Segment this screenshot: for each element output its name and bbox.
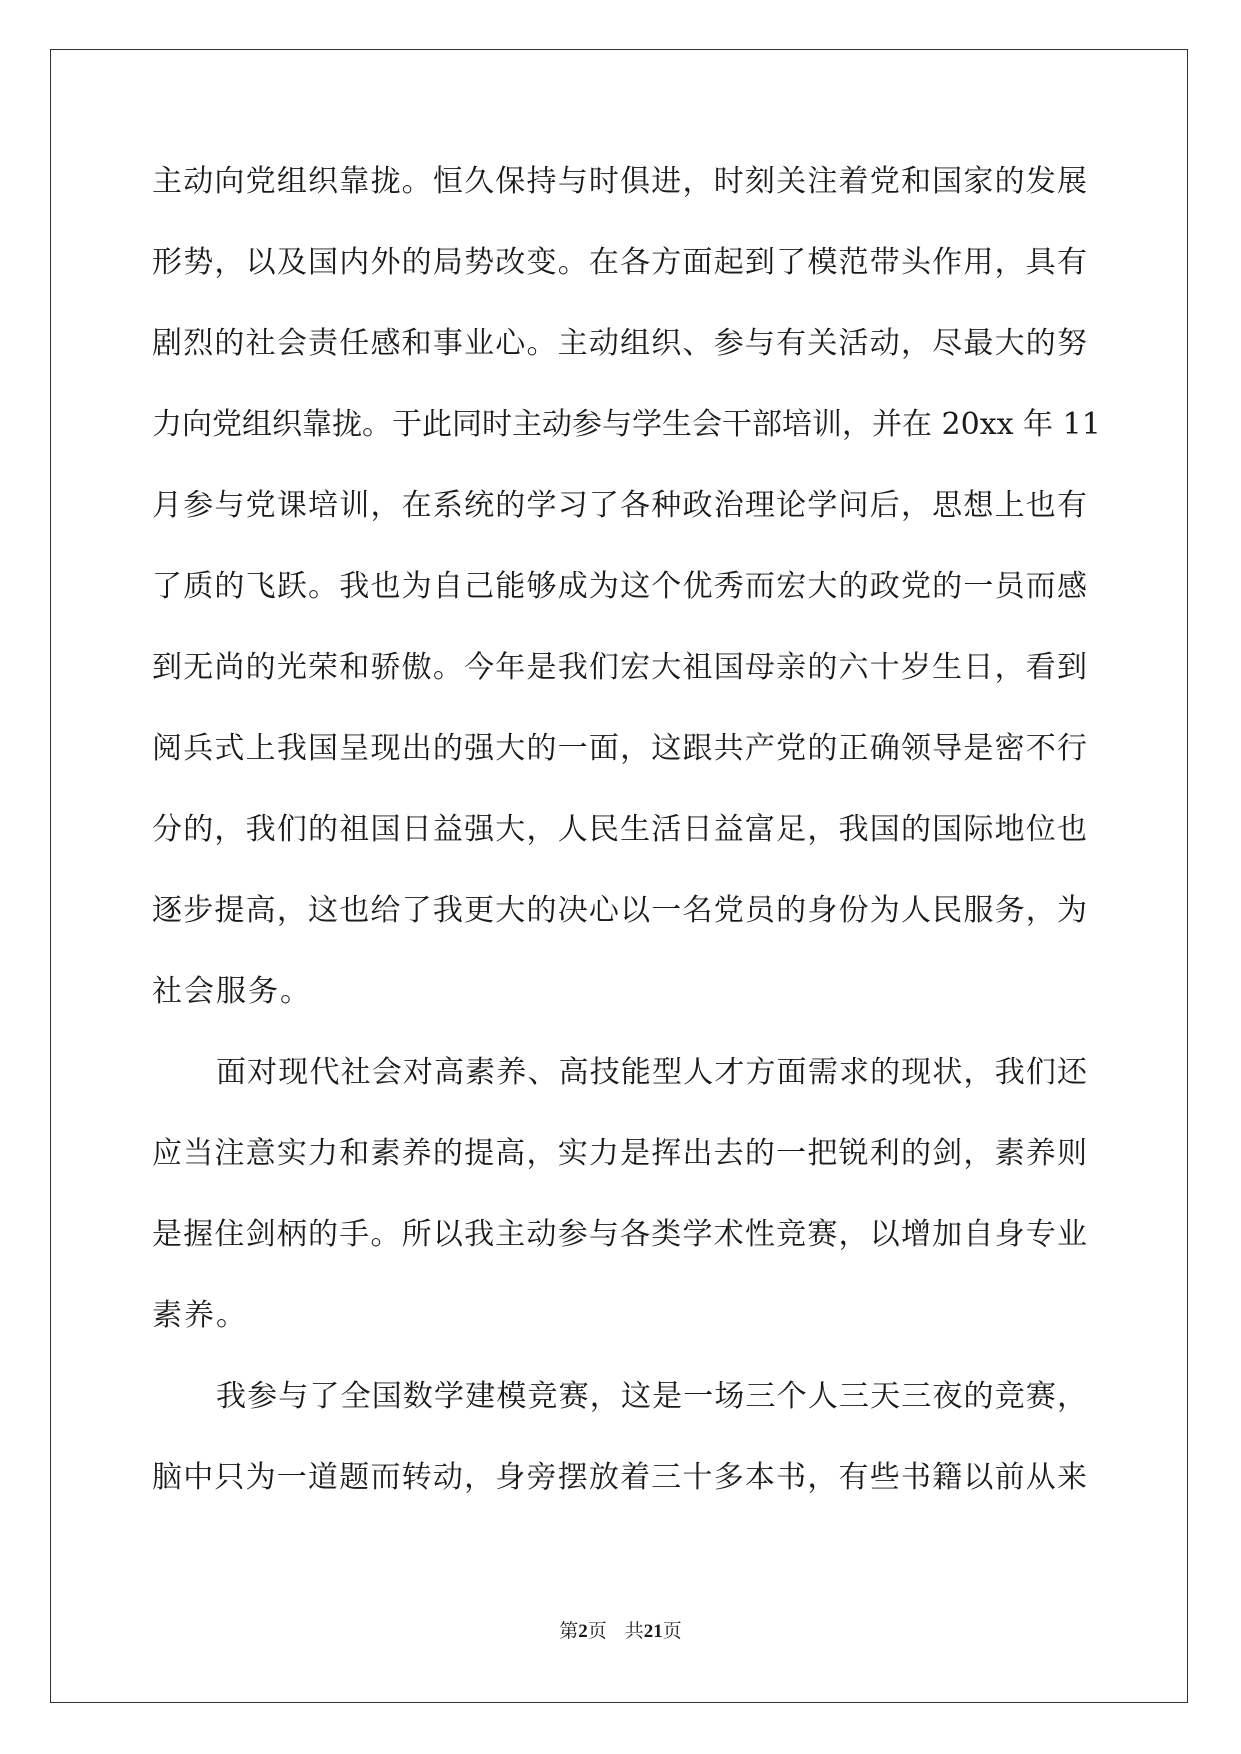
text-line: 社会服务。 (152, 974, 312, 1009)
text-line: 力向党组织靠拢。于此同时主动参与学生会干部培训，并在 20xx 年 11 (152, 407, 1101, 442)
page-prefix: 第 (559, 1621, 579, 1642)
text-line: 月参与党课培训，在系统的学习了各种政治理论学问后，思想上也有 (152, 488, 1087, 523)
text-line: 形势，以及国内外的局势改变。在各方面起到了模范带头作用，具有 (152, 245, 1087, 280)
text-line: 了质的飞跃。我也为自己能够成为这个优秀而宏大的政党的一员而感 (152, 569, 1087, 604)
page-footer (0, 1620, 1241, 1644)
text-line: 分的，我们的祖国日益强大，人民生活日益富足，我国的国际地位也 (152, 812, 1087, 847)
text-line: 是握住剑柄的手。所以我主动参与各类学术性竞赛，以增加自身专业 (152, 1217, 1087, 1252)
document-body (152, 162, 1101, 1539)
text-line: 脑中只为一道题而转动，身旁摆放着三十多本书，有些书籍以前从来 (152, 1460, 1087, 1495)
text-line: 主动向党组织靠拢。恒久保持与时俱进，时刻关注着党和国家的发展 (152, 164, 1087, 199)
page-number: 2 (578, 1621, 588, 1642)
total-pages: 21 (643, 1621, 663, 1642)
paragraph-first-line: 面对现代社会对高素养、高技能型人才方面需求的现状，我们还 (216, 1055, 1087, 1090)
text-line: 阅兵式上我国呈现出的强大的一面，这跟共产党的正确领导是密不行 (152, 731, 1087, 766)
text-line: 素养。 (152, 1298, 248, 1333)
text-line: 到无尚的光荣和骄傲。今年是我们宏大祖国母亲的六十岁生日，看到 (152, 650, 1087, 685)
total-suffix: 页 (662, 1621, 682, 1642)
total-prefix: 共 (624, 1621, 644, 1642)
text-line: 应当注意实力和素养的提高，实力是挥出去的一把锐利的剑，素养则 (152, 1136, 1087, 1171)
paragraph-first-line: 我参与了全国数学建模竞赛，这是一场三个人三天三夜的竞赛， (216, 1379, 1087, 1414)
text-line: 逐步提高，这也给了我更大的决心以一名党员的身份为人民服务，为 (152, 893, 1087, 928)
page-suffix: 页 (587, 1621, 607, 1642)
text-line: 剧烈的社会责任感和事业心。主动组织、参与有关活动，尽最大的努 (152, 326, 1087, 361)
